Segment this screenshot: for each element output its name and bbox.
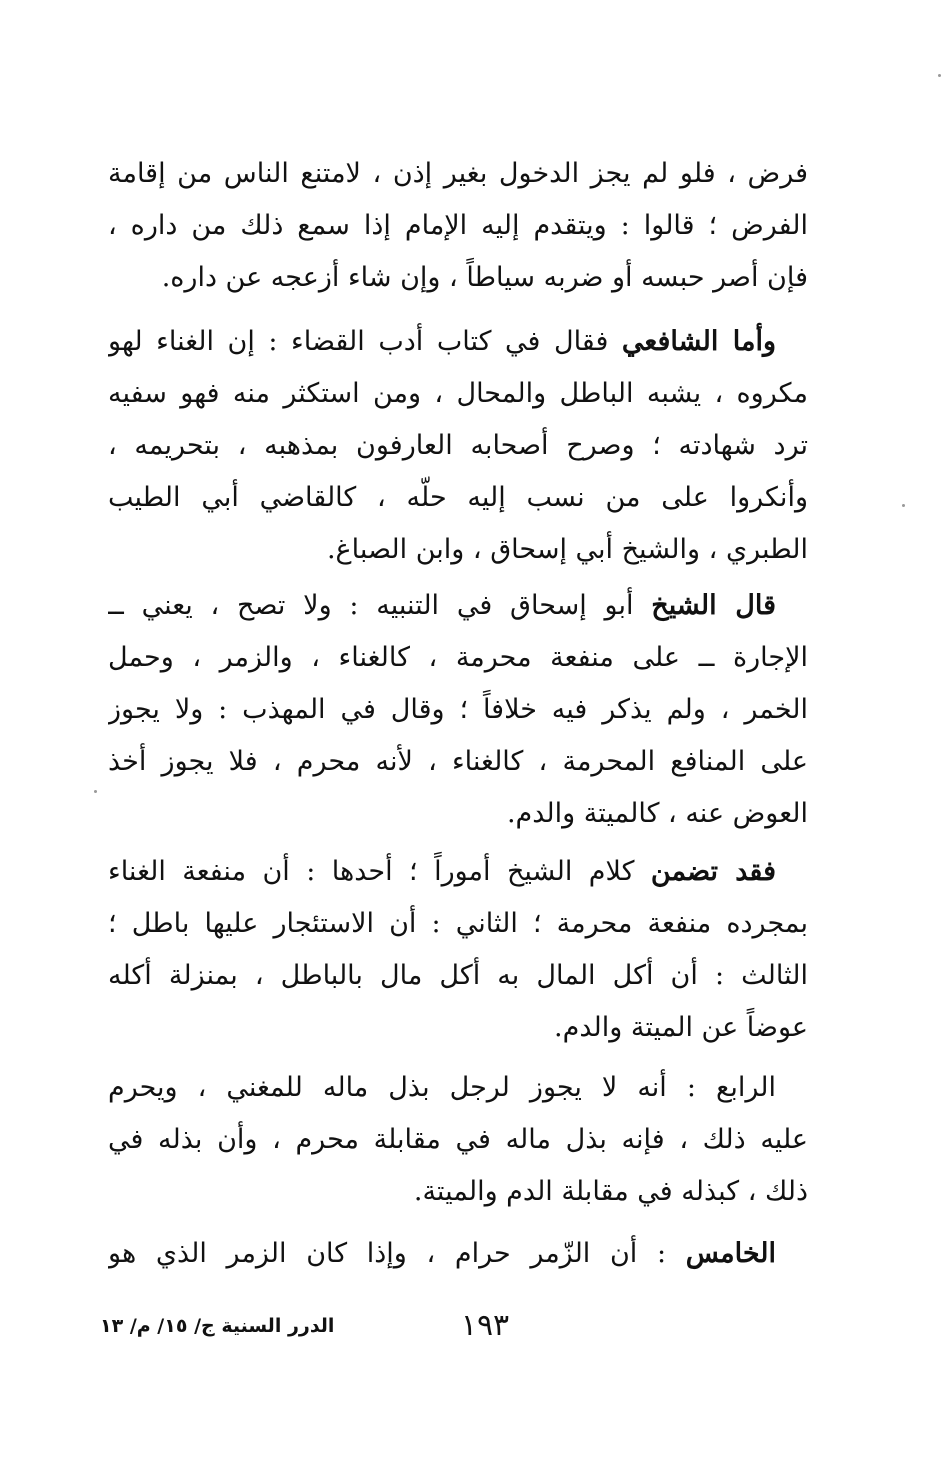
scan-speck	[938, 74, 941, 77]
lead-in-bold: قال الشيخ	[651, 590, 776, 621]
paragraph-line: مكروه ، يشبه الباطل والمحال ، ومن استكثر منه فهو سفيه	[108, 378, 808, 409]
lead-in-rest: : أن الزّمر حرام ، وإذا كان الزمر الذي هو	[108, 1238, 686, 1269]
paragraph-line: ذلك ، كبذله في مقابلة الدم والميتة.	[413, 1176, 808, 1207]
paragraph-line: الخمر ، ولم يذكر فيه خلافاً ؛ وقال في المهذب : ولا يجوز	[108, 694, 808, 725]
paragraph-3	[108, 580, 808, 840]
paragraph-line: الرابع : أنه لا يجوز لرجل بذل ماله للمغني ، ويحرم	[108, 1072, 776, 1103]
paragraph-line	[108, 1228, 808, 1280]
paragraph-line: فإن أصر حبسه أو ضربه سياطاً ، وإن شاء أزعجه عن داره.	[161, 262, 808, 293]
paragraph-line	[108, 580, 808, 632]
paragraph-4	[108, 846, 808, 1054]
lead-in-bold: الخامس	[685, 1238, 776, 1269]
scan-speck	[902, 504, 905, 507]
paragraph-line	[108, 846, 808, 898]
paragraph-line: وأنكروا على من نسب إليه حلّه ، كالقاضي أبي الطيب	[108, 482, 808, 513]
lead-in-rest: أبو إسحاق في التنبيه : ولا تصح ، يعني ــ	[108, 590, 652, 621]
paragraph-line: فرض ، فلو لم يجز الدخول بغير إذن ، لامتنع الناس من إقامة	[108, 158, 808, 189]
lead-in-bold: فقد تضمن	[650, 856, 776, 887]
paragraph-line: الفرض ؛ قالوا : ويتقدم إليه الإمام إذا سمع ذلك من داره ،	[108, 210, 808, 241]
paragraph-6	[108, 1228, 808, 1280]
lead-in-rest: فقال في كتاب أدب القضاء : إن الغناء لهو	[108, 326, 622, 357]
paragraph-line: الطبري ، والشيخ أبي إسحاق ، وابن الصباغ.	[326, 534, 808, 565]
paragraph-line: عليه ذلك ، فإنه بذل ماله في مقابلة محرم ، وأن بذله في	[108, 1124, 808, 1155]
paragraph-line	[108, 316, 808, 368]
paragraph-line: عوضاً عن الميتة والدم.	[554, 1012, 808, 1043]
paragraph-line: على المنافع المحرمة ، كالغناء ، لأنه محرم ، فلا يجوز أخذ	[108, 746, 808, 777]
paragraph-line: ترد شهادته ؛ وصرح أصحابه العارفون بمذهبه ، بتحريمه ،	[108, 430, 808, 461]
paragraph-2	[108, 316, 808, 576]
paragraph-line: العوض عنه ، كالميتة والدم.	[506, 798, 808, 829]
paragraph-5	[108, 1062, 808, 1218]
page-number: ١٩٣	[460, 1308, 510, 1343]
paragraph-line: الثالث : أن أكل المال به أكل مال بالباطل ، بمنزلة أكله	[108, 960, 808, 991]
running-footer-title: الدرر السنية ج/ ١٥/ م/ ١٣	[100, 1315, 335, 1337]
lead-in-rest: كلام الشيخ أموراً ؛ أحدها : أن منفعة الغناء	[108, 856, 651, 887]
paragraph-line: الإجارة ــ على منفعة محرمة ، كالغناء ، والزمر ، وحمل	[108, 642, 808, 673]
lead-in-bold: وأما الشافعي	[621, 326, 776, 357]
paragraph-line: بمجرده منفعة محرمة ؛ الثاني : أن الاستئجار عليها باطل ؛	[108, 908, 808, 939]
paragraph-1	[108, 148, 808, 304]
scan-speck	[94, 790, 97, 793]
